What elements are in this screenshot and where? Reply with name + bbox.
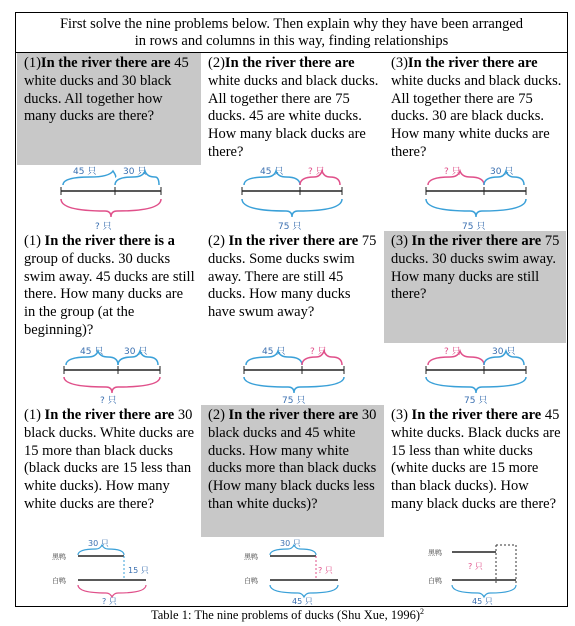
problem-number: (1) [24, 407, 41, 423]
comparison-diagram [424, 537, 544, 605]
problem-lead: In the river there are [40, 407, 175, 423]
instruction-line-1: First solve the nine problems below. Then explain why they have been arranged [59, 16, 524, 32]
diagram-label: 白鸭 [52, 577, 66, 585]
problem-text: group of ducks. 30 ducks swim away. 45 ducks are still there. How many ducks are in the group (at the beginning)? [24, 250, 195, 338]
diagram-label: 黑鸭 [244, 553, 258, 561]
diagram-label: 75 只 [464, 396, 488, 405]
diagram-label: 30 只 [123, 167, 147, 177]
problem-number: (1) [24, 233, 41, 249]
diagram-label: ? 只 [100, 396, 117, 405]
diagram-label: 30 只 [490, 167, 514, 177]
diagram-label: ? 只 [308, 167, 325, 177]
problem-number: (3) [391, 233, 408, 249]
problem-cell [17, 405, 201, 537]
problem-cell [384, 231, 566, 343]
diagram-label: 黑鸭 [52, 553, 66, 561]
problem-cell [384, 405, 566, 537]
caption-text: Table 1: The nine problems of ducks (Shu Xue, 1996) [151, 608, 420, 623]
diagram-label: 45 只 [472, 597, 493, 605]
problem-number: (2) [208, 55, 225, 71]
bar-diagram [238, 343, 348, 405]
problem-text: 45 white ducks and 30 black ducks. All together how many ducks are there? [24, 55, 189, 125]
diagram-label: 45 只 [80, 347, 104, 357]
diagram-label: ? 只 [102, 597, 117, 605]
bar-diagram [55, 163, 165, 231]
diagram-label: 30 只 [280, 539, 301, 548]
diagram-label: 75 只 [282, 396, 306, 405]
diagram-label: 45 只 [292, 597, 313, 605]
diagram-label: 黑鸭 [428, 549, 442, 557]
problem-text: 75 ducks. 30 ducks swim away. How many ducks are still there? [391, 233, 560, 303]
problem-lead: In the river there are [407, 55, 538, 71]
problem-cell [201, 53, 384, 165]
problem-number: (1) [24, 55, 41, 71]
problem-cell [201, 405, 384, 537]
diagram-label: 30 只 [88, 539, 109, 548]
bar-diagram [420, 163, 532, 231]
problem-lead: In the river there are [224, 407, 359, 423]
caption-footnote-mark: 2 [419, 607, 424, 616]
problem-lead: In the river there are [40, 55, 171, 71]
bar-diagram [58, 343, 166, 405]
problem-cell [17, 231, 201, 343]
diagram-label: ? 只 [318, 566, 333, 575]
diagram-label: ? 只 [468, 562, 483, 571]
problem-lead: In the river there are [407, 407, 542, 423]
comparison-diagram [48, 537, 168, 605]
problem-number: (2) [208, 233, 225, 249]
diagram-label: 30 只 [124, 347, 148, 357]
diagram-label: ? 只 [444, 167, 461, 177]
bar-diagram [420, 343, 532, 405]
comparison-diagram [240, 537, 360, 605]
problem-text: white ducks and black ducks. All together there are 75 ducks. 45 are white ducks. How many black ducks are there? [208, 72, 379, 160]
problem-lead: In the river there are [224, 233, 359, 249]
problem-cell [201, 231, 384, 343]
problem-number: (3) [391, 55, 408, 71]
diagram-label: 75 只 [278, 222, 302, 231]
problem-cell [384, 53, 566, 165]
instruction-header [16, 13, 567, 53]
problem-lead: In the river there are [407, 233, 542, 249]
problem-cell [17, 53, 201, 165]
diagram-label: ? 只 [310, 347, 327, 357]
problem-lead: In the river there are [224, 55, 355, 71]
table-caption [0, 607, 575, 623]
diagram-label: ? 只 [444, 347, 461, 357]
diagram-label: 15 只 [128, 566, 149, 575]
problem-number: (2) [208, 407, 225, 423]
problem-number: (3) [391, 407, 408, 423]
diagram-label: ? 只 [95, 222, 112, 231]
diagram-label: 白鸭 [244, 577, 258, 585]
diagram-label: 45 只 [262, 347, 286, 357]
problem-text: 75 ducks. Some ducks swim away. There are still 45 ducks. How many ducks have swum away? [208, 233, 377, 321]
diagram-label: 45 只 [260, 167, 284, 177]
problem-text: white ducks and black ducks. All together there are 75 ducks. 30 are black ducks. How many white ducks are there? [391, 72, 562, 160]
problem-text: 30 black ducks and 45 white ducks. How many white ducks more than black ducks (How many black ducks less than white ducks)? [208, 407, 377, 512]
diagram-label: 45 只 [73, 167, 97, 177]
diagram-label: 白鸭 [428, 577, 442, 585]
problem-text: 45 white ducks. Black ducks are 15 less than white ducks (white ducks are 15 more than black ducks). How many black ducks are there? [391, 407, 561, 512]
diagram-label: 30 只 [492, 347, 516, 357]
problem-text: 30 black ducks. White ducks are 15 more than black ducks (black ducks are 15 less than white ducks). How many white ducks are there? [24, 407, 195, 512]
instruction-line-2: in rows and columns in this way, finding relationships [134, 33, 449, 49]
diagram-label: 75 只 [462, 222, 486, 231]
bar-diagram [236, 163, 348, 231]
problem-lead: In the river there is a [40, 233, 175, 249]
